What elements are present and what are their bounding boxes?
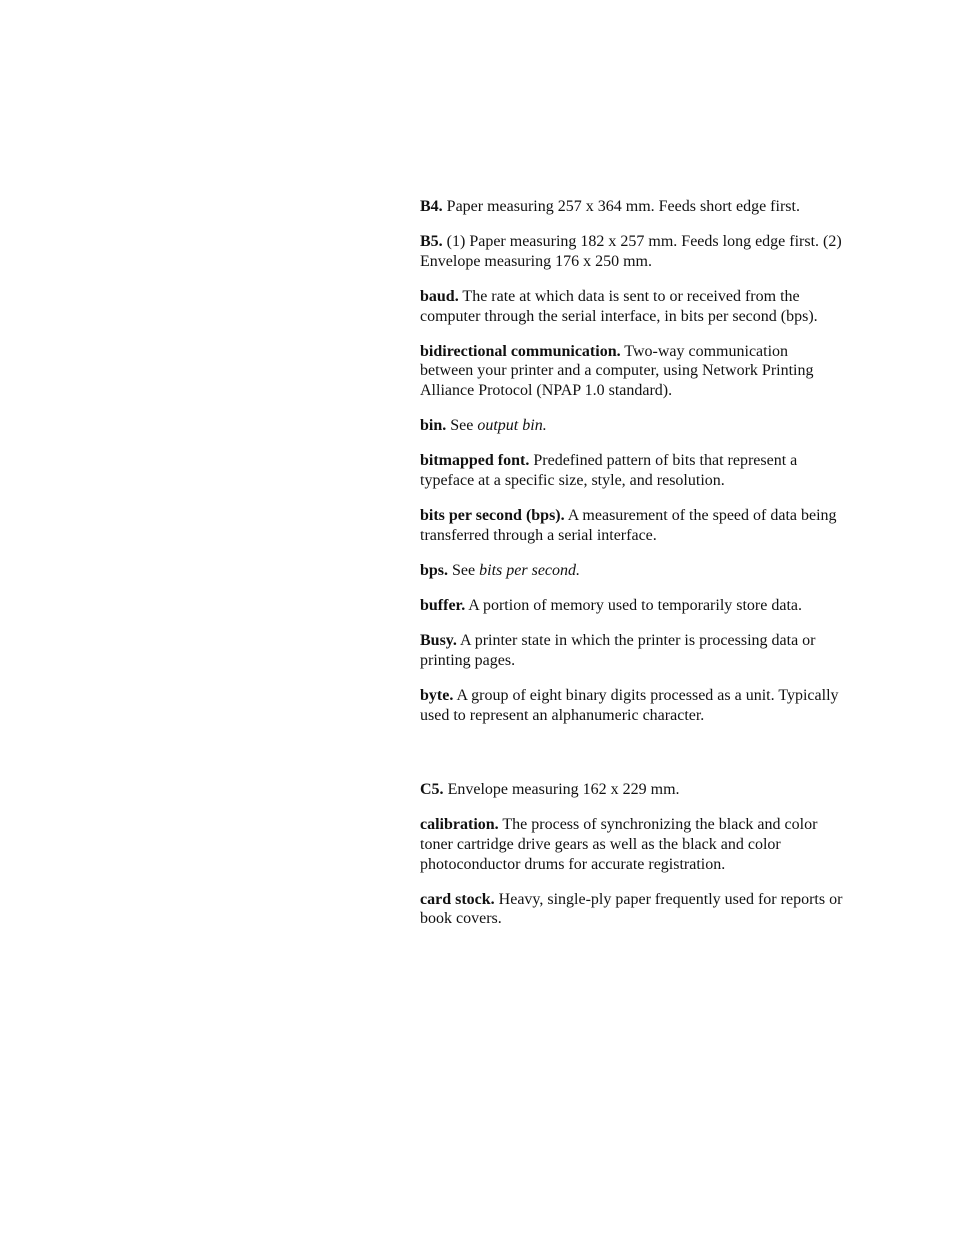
glossary-term: B5. [420,233,443,251]
glossary-term: C5. [420,781,444,799]
glossary-term: buffer. [420,597,466,615]
glossary-entry-c5 [420,780,845,800]
glossary-definition: The rate at which data is sent to or received from the computer through the serial interface, in bits per second (bps). [420,287,818,325]
glossary-entry-bps [420,561,845,581]
glossary-term: calibration. [420,816,499,834]
glossary-term: byte. [420,687,454,705]
glossary-term: bin. [420,417,447,435]
glossary-entry-bits-per-second [420,506,845,545]
glossary-entry-buffer [420,596,845,616]
glossary-entry-b5 [420,232,845,271]
glossary-definition: The process of synchronizing the black and color toner cartridge drive gears as well as the black and color photoconductor drums for accurate registration. [420,816,818,873]
glossary-definition: (1) Paper measuring 182 x 257 mm. Feeds long edge first. (2) Envelope measuring 176 x 250 mm. [420,233,842,270]
glossary-definition: Envelope measuring 162 x 229 mm. [443,781,680,799]
glossary-term: bps. [420,561,449,579]
glossary-term: baud. [420,287,459,305]
glossary-definition: Paper measuring 257 x 364 mm. Feeds short edge first. [442,198,800,215]
glossary-definition: A group of eight binary digits processed as a unit. Typically used to represent an alphanumeric character. [420,687,839,724]
glossary-definition: A printer state in which the printer is processing data or printing pages. [420,632,816,669]
glossary-term: bitmapped font. [420,452,530,470]
glossary-definition: Heavy, single-ply paper frequently used for reports or book covers. [420,890,843,928]
glossary-term: bits per second (bps). [420,507,565,525]
glossary-definition: A portion of memory used to temporarily store data. [465,597,803,615]
glossary-definition: Predefined pattern of bits that represent a typeface at a specific size, style, and resolution. [420,452,798,489]
glossary-entry-bidirectional-communication [420,342,845,401]
glossary-term: Busy. [420,632,457,650]
glossary-entry-byte [420,686,845,725]
glossary-term: card stock. [420,890,495,908]
glossary-entry-baud [420,287,845,326]
glossary-definition: See [448,561,480,579]
glossary-definition: A measurement of the speed of data being transferred through a serial interface. [420,507,837,544]
glossary-definition: See [446,417,478,435]
glossary-list [420,197,845,929]
glossary-cross-reference: output bin. [477,417,547,435]
glossary-term: B4. [420,198,443,215]
glossary-entry-calibration [420,815,845,874]
glossary-cross-reference: bits per second. [479,561,581,579]
glossary-entry-b4 [420,197,845,217]
glossary-entry-bin [420,416,845,436]
glossary-entry-card-stock [420,890,845,929]
glossary-term: bidirectional communication. [420,342,621,360]
glossary-definition: Two-way communication between your printer and a computer, using Network Printing Alliance Protocol (NPAP 1.0 standard). [420,342,814,399]
glossary-entry-busy [420,631,845,670]
glossary-entry-bitmapped-font [420,451,845,490]
